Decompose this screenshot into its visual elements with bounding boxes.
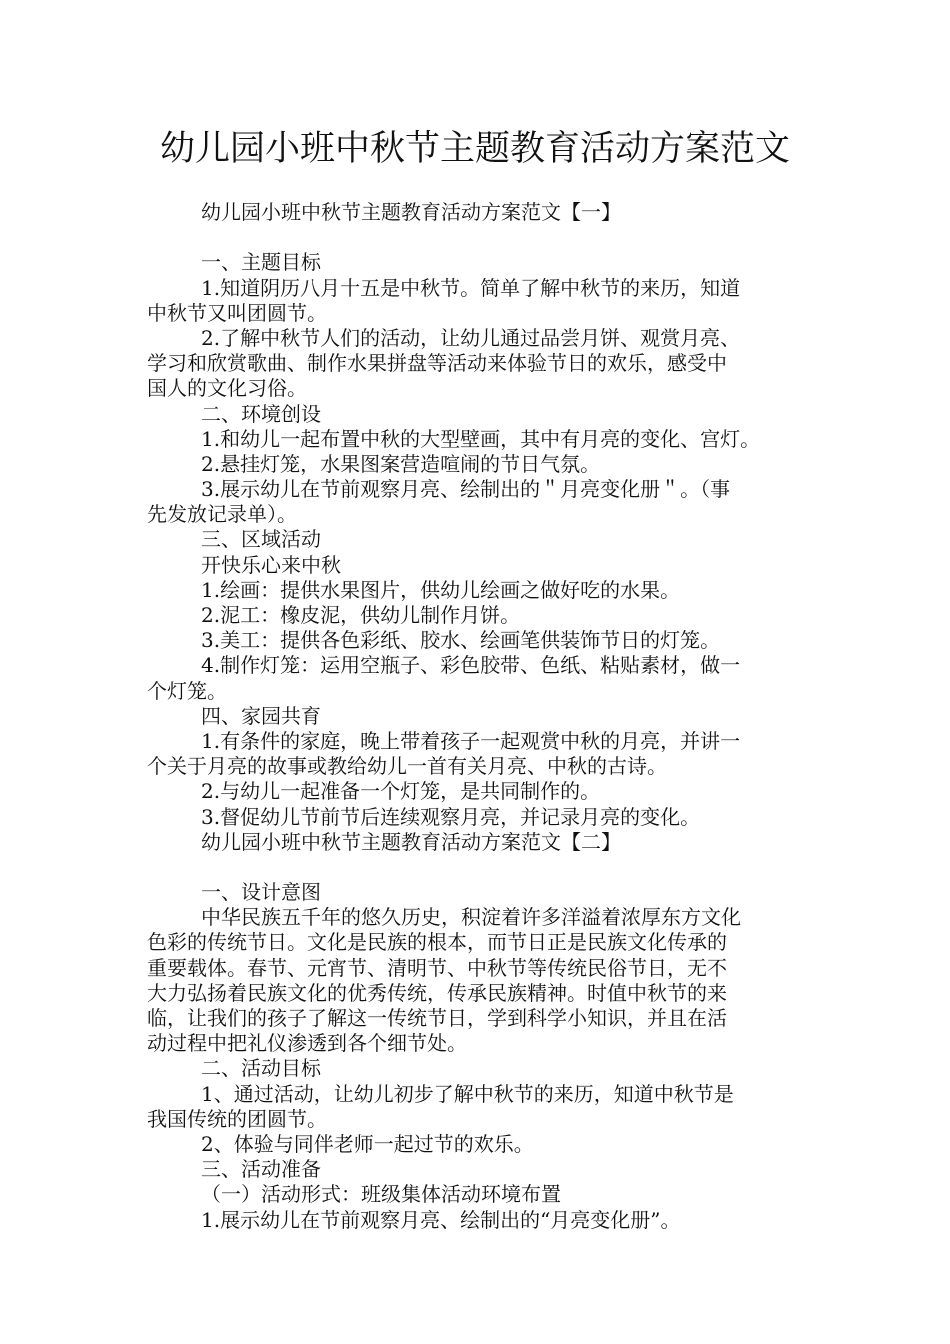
paragraph-line: 我国传统的团圆节。 bbox=[147, 1106, 327, 1131]
subsection-title: 一、主题目标 bbox=[201, 250, 321, 275]
paragraph-line: 中秋节又叫团圆节。 bbox=[147, 300, 327, 325]
paragraph-line: 2.泥工：橡皮泥，供幼儿制作月饼。 bbox=[201, 603, 521, 627]
paragraph-line: 个灯笼。 bbox=[147, 678, 227, 703]
subsection-title: 二、活动目标 bbox=[201, 1056, 321, 1081]
paragraph-line: 色彩的传统节日。文化是民族的根本，而节日正是民族文化传承的 bbox=[147, 930, 727, 955]
section-heading-part1: 幼儿园小班中秋节主题教育活动方案范文【一】 bbox=[201, 200, 621, 224]
paragraph-line: 4.制作灯笼：运用空瓶子、彩色胶带、色纸、粘贴素材，做一 bbox=[201, 653, 741, 678]
paragraph-line: 1.绘画：提供水果图片，供幼儿绘画之做好吃的水果。 bbox=[201, 577, 681, 602]
paragraph-line: 1、通过活动，让幼儿初步了解中秋节的来历，知道中秋节是 bbox=[201, 1081, 734, 1106]
paragraph-line: 1.有条件的家庭，晚上带着孩子一起观赏中秋的月亮，并讲一 bbox=[201, 728, 741, 753]
paragraph-line: 中华民族五千年的悠久历史，积淀着许多洋溢着浓厚东方文化 bbox=[201, 905, 741, 930]
paragraph-line: 动过程中把礼仪渗透到各个细节处。 bbox=[147, 1031, 467, 1056]
paragraph-line: 2.悬挂灯笼，水果图案营造喧闹的节日气氛。 bbox=[201, 451, 601, 476]
paragraph-line: 个关于月亮的故事或教给幼儿一首有关月亮、中秋的古诗。 bbox=[147, 754, 667, 779]
paragraph-line: 学习和欣赏歌曲、制作水果拼盘等活动来体验节日的欢乐，感受中 bbox=[147, 351, 727, 376]
subsection-title: 三、活动准备 bbox=[201, 1157, 321, 1182]
paragraph-line: 先发放记录单）。 bbox=[147, 502, 297, 527]
paragraph-line: 3.美工：提供各色彩纸、胶水、绘画笔供装饰节日的灯笼。 bbox=[201, 628, 721, 653]
subsection-title: 一、设计意图 bbox=[201, 880, 321, 905]
paragraph-line: 2、体验与同伴老师一起过节的欢乐。 bbox=[201, 1131, 534, 1156]
paragraph-line: 2.了解中秋节人们的活动，让幼儿通过品尝月饼、观赏月亮、 bbox=[201, 325, 741, 350]
document-title: 幼儿园小班中秋节主题教育活动方案范文 bbox=[159, 129, 790, 169]
paragraph-line: 重要载体。春节、元宵节、清明节、中秋节等传统民俗节日，无不 bbox=[147, 955, 727, 980]
paragraph-line: 临，让我们的孩子了解这一传统节日，学到科学小知识，并且在活 bbox=[147, 1006, 727, 1030]
paragraph-line: 开快乐心来中秋 bbox=[201, 552, 341, 577]
paragraph-line: 国人的文化习俗。 bbox=[147, 376, 307, 401]
blank-line bbox=[147, 855, 817, 880]
section-heading-part2: 幼儿园小班中秋节主题教育活动方案范文【二】 bbox=[201, 829, 621, 854]
paragraph-line: 1.展示幼儿在节前观察月亮、绘制出的“月亮变化册”。 bbox=[201, 1207, 681, 1232]
paragraph-line: 3.展示幼儿在节前观察月亮、绘制出的＂月亮变化册＂。（事 bbox=[201, 477, 731, 502]
paragraph-line: 1.和幼儿一起布置中秋的大型壁画，其中有月亮的变化、宫灯。 bbox=[201, 426, 761, 451]
document-body bbox=[147, 200, 817, 1233]
subsection-title: 二、环境创设 bbox=[201, 401, 321, 426]
paragraph-line: 1.知道阴历八月十五是中秋节。简单了解中秋节的来历，知道 bbox=[201, 275, 741, 300]
paragraph-line: 3.督促幼儿节前节后连续观察月亮，并记录月亮的变化。 bbox=[201, 804, 701, 829]
paragraph-line: 2.与幼儿一起准备一个灯笼，是共同制作的。 bbox=[201, 779, 601, 804]
paragraph-line: 大力弘扬着民族文化的优秀传统，传承民族精神。时值中秋节的来 bbox=[147, 980, 727, 1005]
subsection-title: 四、家园共育 bbox=[201, 703, 321, 728]
subsection-title: 三、区域活动 bbox=[201, 527, 321, 552]
blank-line bbox=[147, 225, 817, 250]
paragraph-line: （一）活动形式：班级集体活动环境布置 bbox=[201, 1182, 561, 1207]
